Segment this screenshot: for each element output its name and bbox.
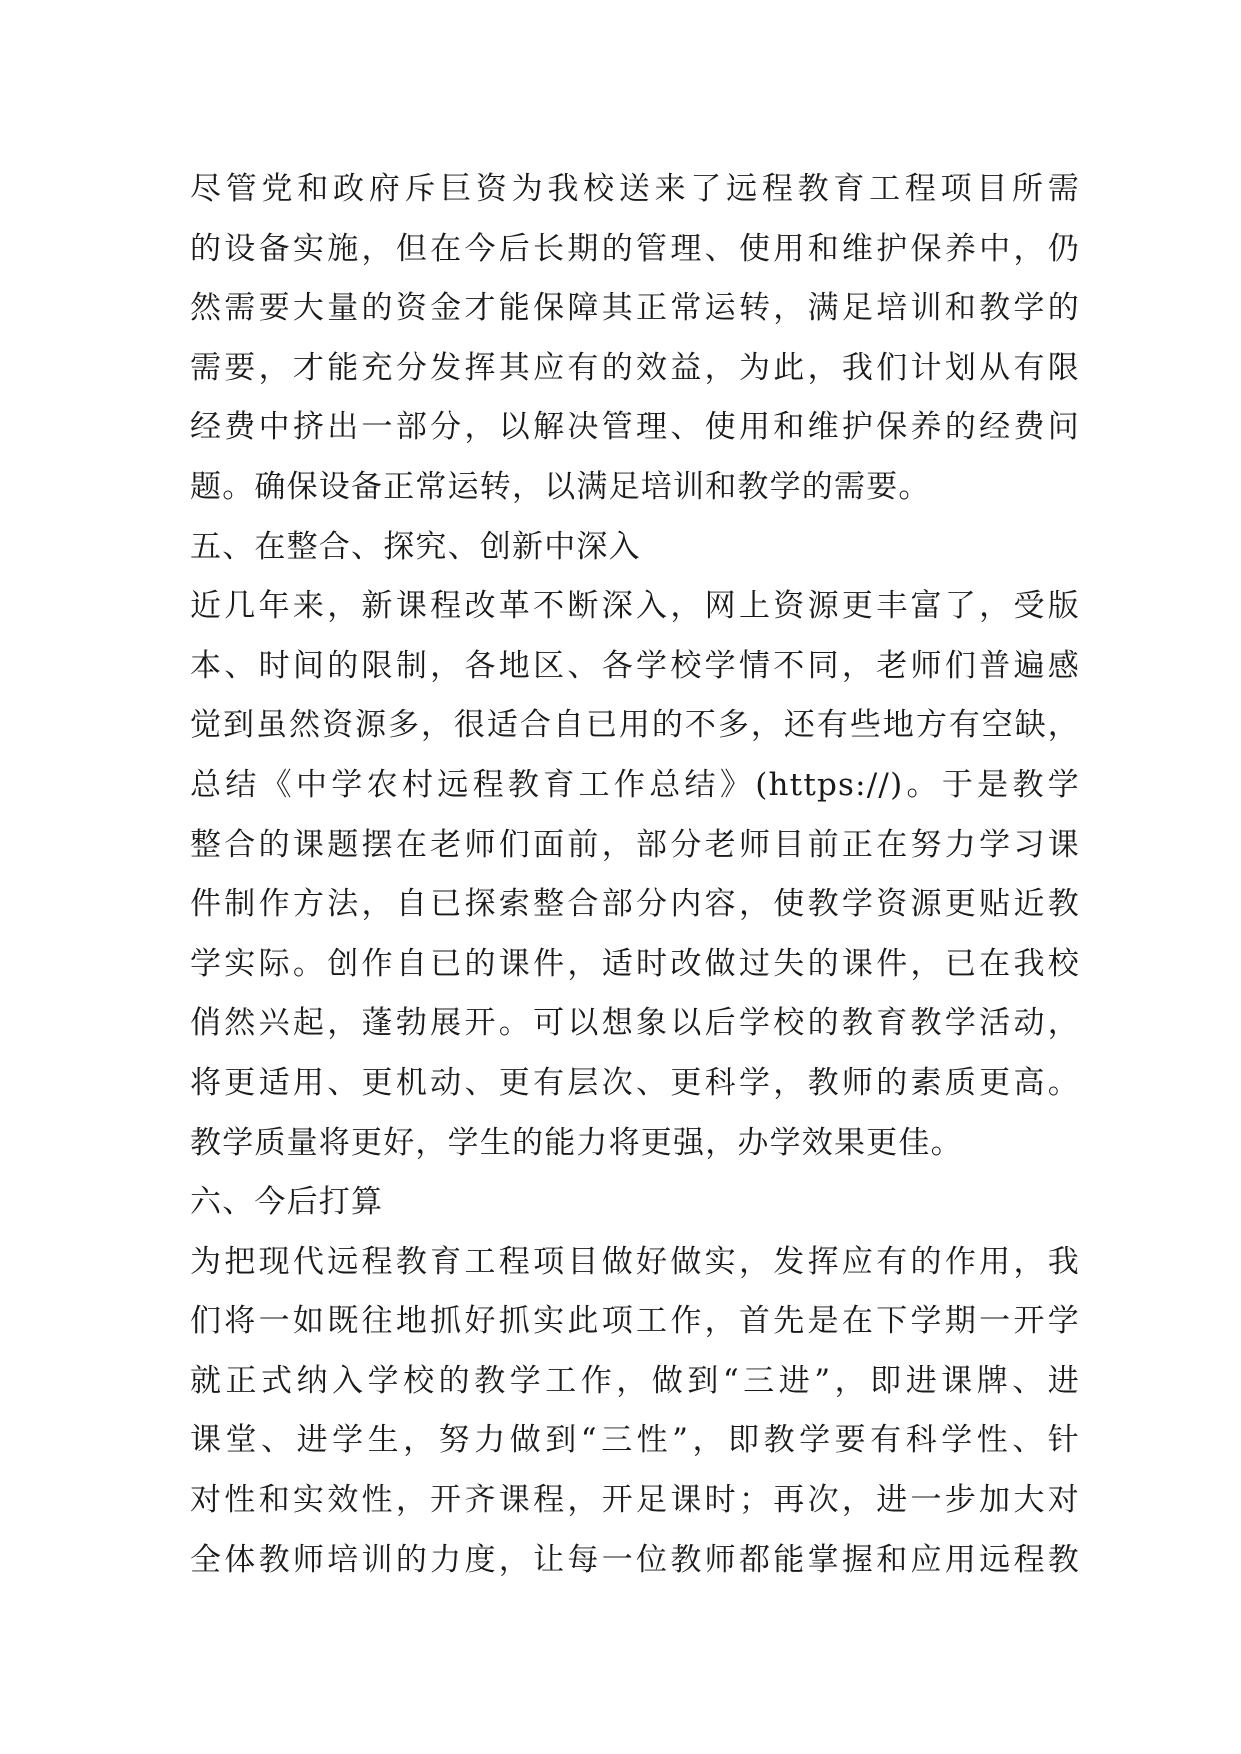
text-line: 然需要大量的资金才能保障其正常运转，满足培训和教学的 [190,290,1080,327]
text-line: 教学质量将更好，学生的能力将更强，办学效果更佳。 [190,1124,963,1161]
text-line: 课堂、进学生，努力做到“三性”，即教学要有科学性、针 [190,1422,1080,1459]
text-line: 题。确保设备正常运转，以满足培训和教学的需要。 [190,468,931,505]
text-line: 本、时间的限制，各地区、各学校学情不同，老师们普遍感 [190,647,1080,684]
text-line: 需要，才能充分发挥其应有的效益，为此，我们计划从有限 [190,349,1080,386]
text-line: 为把现代远程教育工程项目做好做实，发挥应有的作用，我 [190,1243,1080,1280]
text-line: 全体教师培训的力度，让每一位教师都能掌握和应用远程教 [190,1541,1080,1578]
text-line: 将更适用、更机动、更有层次、更科学，教师的素质更高。 [190,1064,1080,1101]
text-line: 学实际。创作自已的课件，适时改做过失的课件，已在我校 [190,945,1080,982]
section-heading: 六、今后打算 [190,1184,384,1221]
text-line: 的设备实施，但在今后长期的管理、使用和维护保养中，仍 [190,230,1080,267]
document-body [190,160,1080,1590]
text-line: 们将一如既往地抓好抓实此项工作，首先是在下学期一开学 [190,1303,1080,1340]
text-line: 经费中挤出一部分，以解决管理、使用和维护保养的经费问 [190,409,1080,446]
text-line: 对性和实效性，开齐课程，开足课时；再次，进一步加大对 [190,1482,1080,1519]
section-heading: 五、在整合、探究、创新中深入 [190,528,641,565]
text-line: 觉到虽然资源多，很适合自已用的不多，还有些地方有空缺， [190,707,1080,744]
text-line: 就正式纳入学校的教学工作，做到“三进”，即进课牌、进 [190,1362,1080,1399]
text-line: 近几年来，新课程改革不断深入，网上资源更丰富了，受版 [190,588,1080,625]
text-line: 俏然兴起，蓬勃展开。可以想象以后学校的教育教学活动， [190,1005,1080,1042]
text-line: 尽管党和政府斥巨资为我校送来了远程教育工程项目所需 [190,171,1080,207]
text-line: 总结《中学农村远程教育工作总结》(https://)。于是教学 [190,766,1080,803]
text-line: 件制作方法，自已探索整合部分内容，使教学资源更贴近教 [190,886,1080,923]
text-line: 整合的课题摆在老师们面前，部分老师目前正在努力学习课 [190,826,1080,863]
